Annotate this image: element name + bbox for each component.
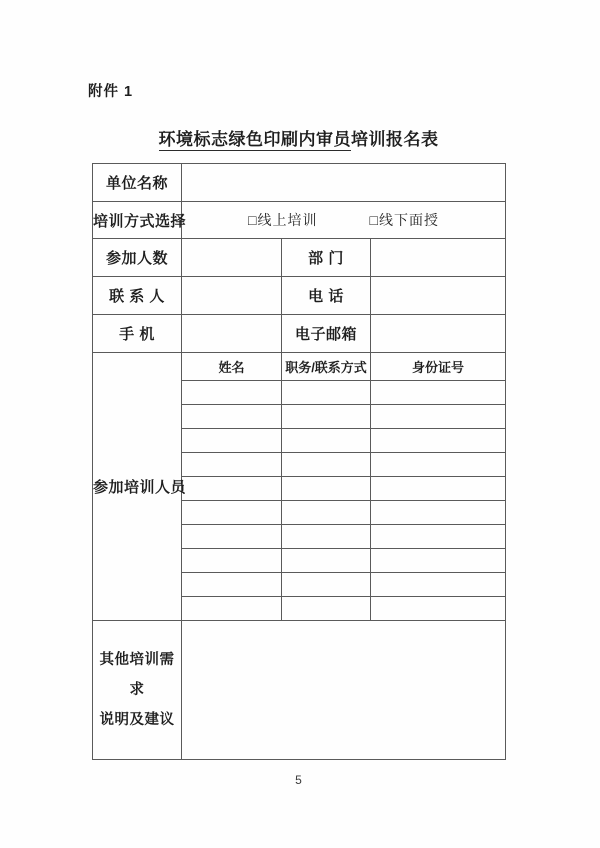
participant-empty-cell (182, 573, 282, 597)
phone-label: 电 话 (282, 277, 371, 315)
participant-empty-cell (371, 477, 506, 501)
participant-empty-cell (371, 405, 506, 429)
participant-empty-cell (371, 525, 506, 549)
participant-empty-cell (371, 597, 506, 621)
participants-header-row (93, 353, 506, 381)
participant-empty-cell (371, 429, 506, 453)
other-needs-label (93, 621, 182, 760)
participant-empty-cell (182, 501, 282, 525)
training-method-row (93, 202, 506, 239)
page-number: 5 (295, 773, 302, 787)
contact-person-label: 联 系 人 (93, 277, 182, 315)
participant-empty-cell (371, 501, 506, 525)
participants-header-name: 姓名 (182, 353, 282, 381)
participants-label: 参加培训人员 (93, 353, 182, 621)
training-method-label: 培训方式选择 (93, 202, 182, 239)
training-option-online-checkbox: □线上培训 (248, 214, 318, 229)
participants-header-id-number: 身份证号 (371, 353, 506, 381)
participants-header-position-contact: 职务/联系方式 (282, 353, 371, 381)
other-needs-label-line1: 其他培训需求 (99, 652, 175, 698)
participant-count-value-cell (182, 239, 282, 277)
participant-empty-cell (371, 381, 506, 405)
participant-empty-cell (282, 501, 371, 525)
participant-empty-cell (282, 573, 371, 597)
participant-empty-cell (282, 549, 371, 573)
contact-phone-row (93, 277, 506, 315)
registration-table (92, 163, 506, 760)
form-title-underlined-text: 环境标志绿色印刷内审员 (158, 130, 351, 149)
attachment-label: 附件 1 (88, 84, 134, 100)
participant-empty-cell (182, 597, 282, 621)
mobile-label: 手 机 (93, 315, 182, 353)
training-method-options-cell (182, 202, 506, 239)
participant-empty-cell (182, 453, 282, 477)
participant-empty-cell (182, 429, 282, 453)
count-department-row (93, 239, 506, 277)
email-value-cell (371, 315, 506, 353)
training-option-offline-checkbox: □线下面授 (369, 214, 439, 229)
participant-empty-cell (371, 573, 506, 597)
participant-empty-cell (182, 405, 282, 429)
participant-empty-cell (371, 453, 506, 477)
participant-empty-cell (371, 549, 506, 573)
participant-count-label: 参加人数 (93, 239, 182, 277)
unit-name-value-cell (182, 164, 506, 202)
unit-name-label: 单位名称 (93, 164, 182, 202)
unit-name-row (93, 164, 506, 202)
participant-empty-cell (282, 429, 371, 453)
other-needs-row (93, 621, 506, 760)
form-title (92, 125, 505, 150)
participant-empty-cell (282, 453, 371, 477)
other-needs-label-line2: 说明及建议 (99, 712, 175, 728)
department-value-cell (371, 239, 506, 277)
participant-empty-cell (282, 525, 371, 549)
participant-empty-cell (182, 525, 282, 549)
participant-empty-cell (182, 477, 282, 501)
email-label: 电子邮箱 (282, 315, 371, 353)
mobile-value-cell (182, 315, 282, 353)
form-title-plain-text: 培训报名表 (351, 130, 439, 149)
department-label: 部 门 (282, 239, 371, 277)
mobile-email-row (93, 315, 506, 353)
participant-empty-cell (282, 405, 371, 429)
participant-empty-cell (182, 381, 282, 405)
participant-empty-cell (282, 381, 371, 405)
phone-value-cell (371, 277, 506, 315)
participant-empty-cell (282, 597, 371, 621)
participant-empty-cell (182, 549, 282, 573)
contact-person-value-cell (182, 277, 282, 315)
participant-empty-cell (282, 477, 371, 501)
other-needs-value-cell (182, 621, 506, 760)
